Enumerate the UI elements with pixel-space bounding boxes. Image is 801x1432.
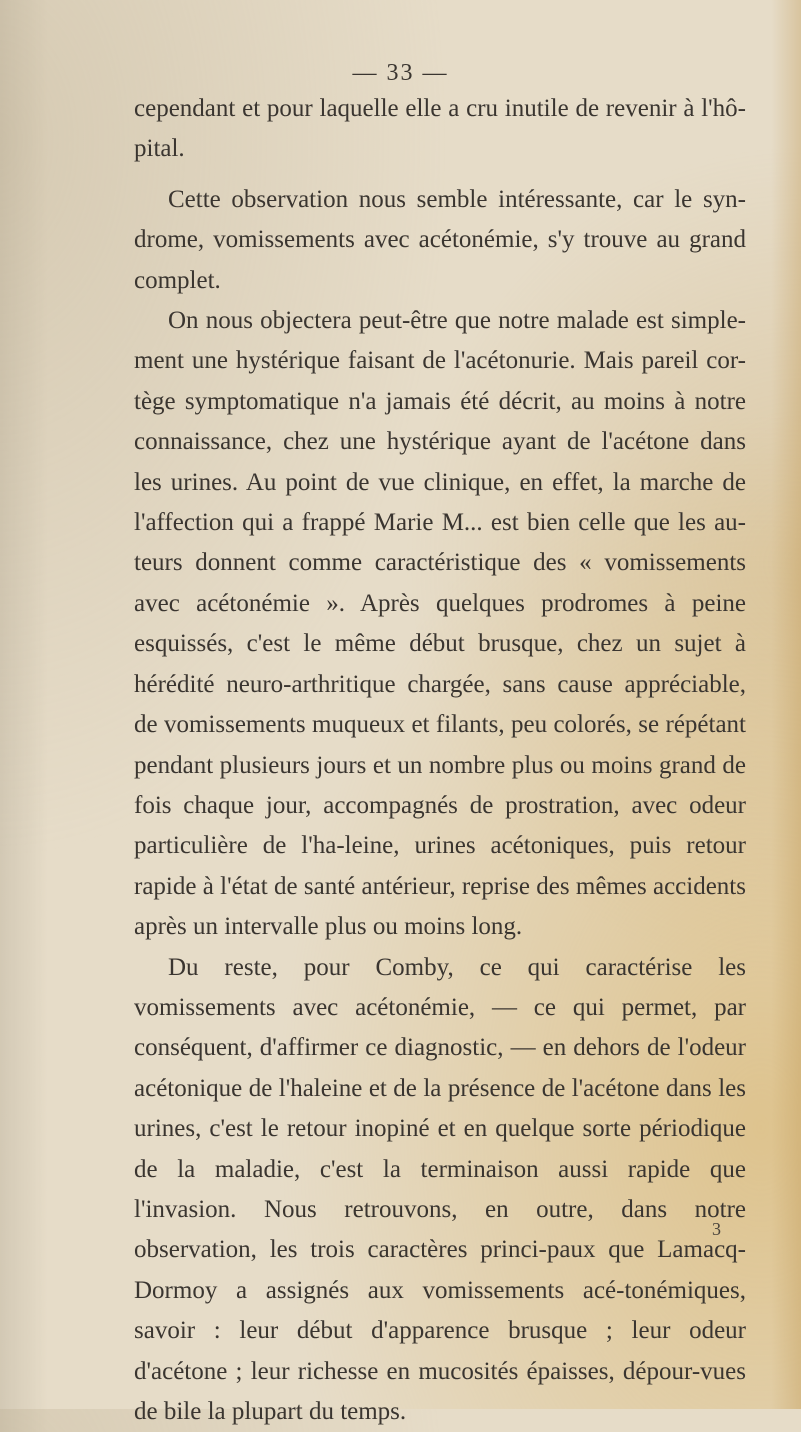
signature-mark: 3 xyxy=(712,1219,721,1239)
paragraph-continuation: cependant et pour laquelle elle a cru inutile de revenir à l'hô-pital. xyxy=(134,95,746,163)
page-number: — 33 — xyxy=(352,60,449,86)
paragraph-objection: On nous objectera peut-être que notre malade est simple-ment une hystérique faisant de l'acétonurie. Mais pareil cor-tège symptomatique n'a jamais été décrit, au moins à notre connaissance, chez une hystérique ayant de l'acétone dans les urines. Au point de vue clinique, en effet, la marche de l'affection qui a frappé Marie M... est bien celle que les au-teurs donnent comme caractéristique des « vomissements avec acétonémie ». Après quelques prodromes à peine esquissés, c'est le même début brusque, chez un sujet à hérédité neuro-arthritique chargée, sans cause appréciable, de vomissements muqueux et filants, peu colorés, se répétant pendant plusieurs jours et un nombre plus ou moins grand de fois chaque jour, accompagnés de prostration, avec odeur particulière de l'ha-leine, urines acétoniques, puis retour rapide à l'état de santé antérieur, reprise des mêmes accidents après un intervalle plus ou moins long. xyxy=(134,307,746,941)
paragraph-comby: Du reste, pour Comby, ce qui caractérise les vomissements avec acétonémie, — ce qui permet, par conséquent, d'affirmer ce diagnostic, — en dehors de l'odeur acétonique de l'haleine et de la présence de l'acétone dans les urines, c'est le retour inopiné et en quelque sorte périodique de la maladie, c'est la terminaison aussi rapide que l'invasion. Nous retrouvons, en outre, dans notre observation, les trois caractères princi-paux que Lamacq-Dormoy a assignés aux vomissements acé-tonémiques, savoir : leur début d'apparence brusque ; leur odeur d'acétone ; leur richesse en mucosités épaisses, dépour-vues de bile la plupart du temps. xyxy=(134,953,746,1425)
paragraph-observation: Cette observation nous semble intéressante, car le syn-drome, vomissements avec acétonémie, s'y trouve au grand complet. xyxy=(134,185,746,294)
page-edge-stain xyxy=(771,0,801,1409)
body-text xyxy=(134,89,746,1432)
